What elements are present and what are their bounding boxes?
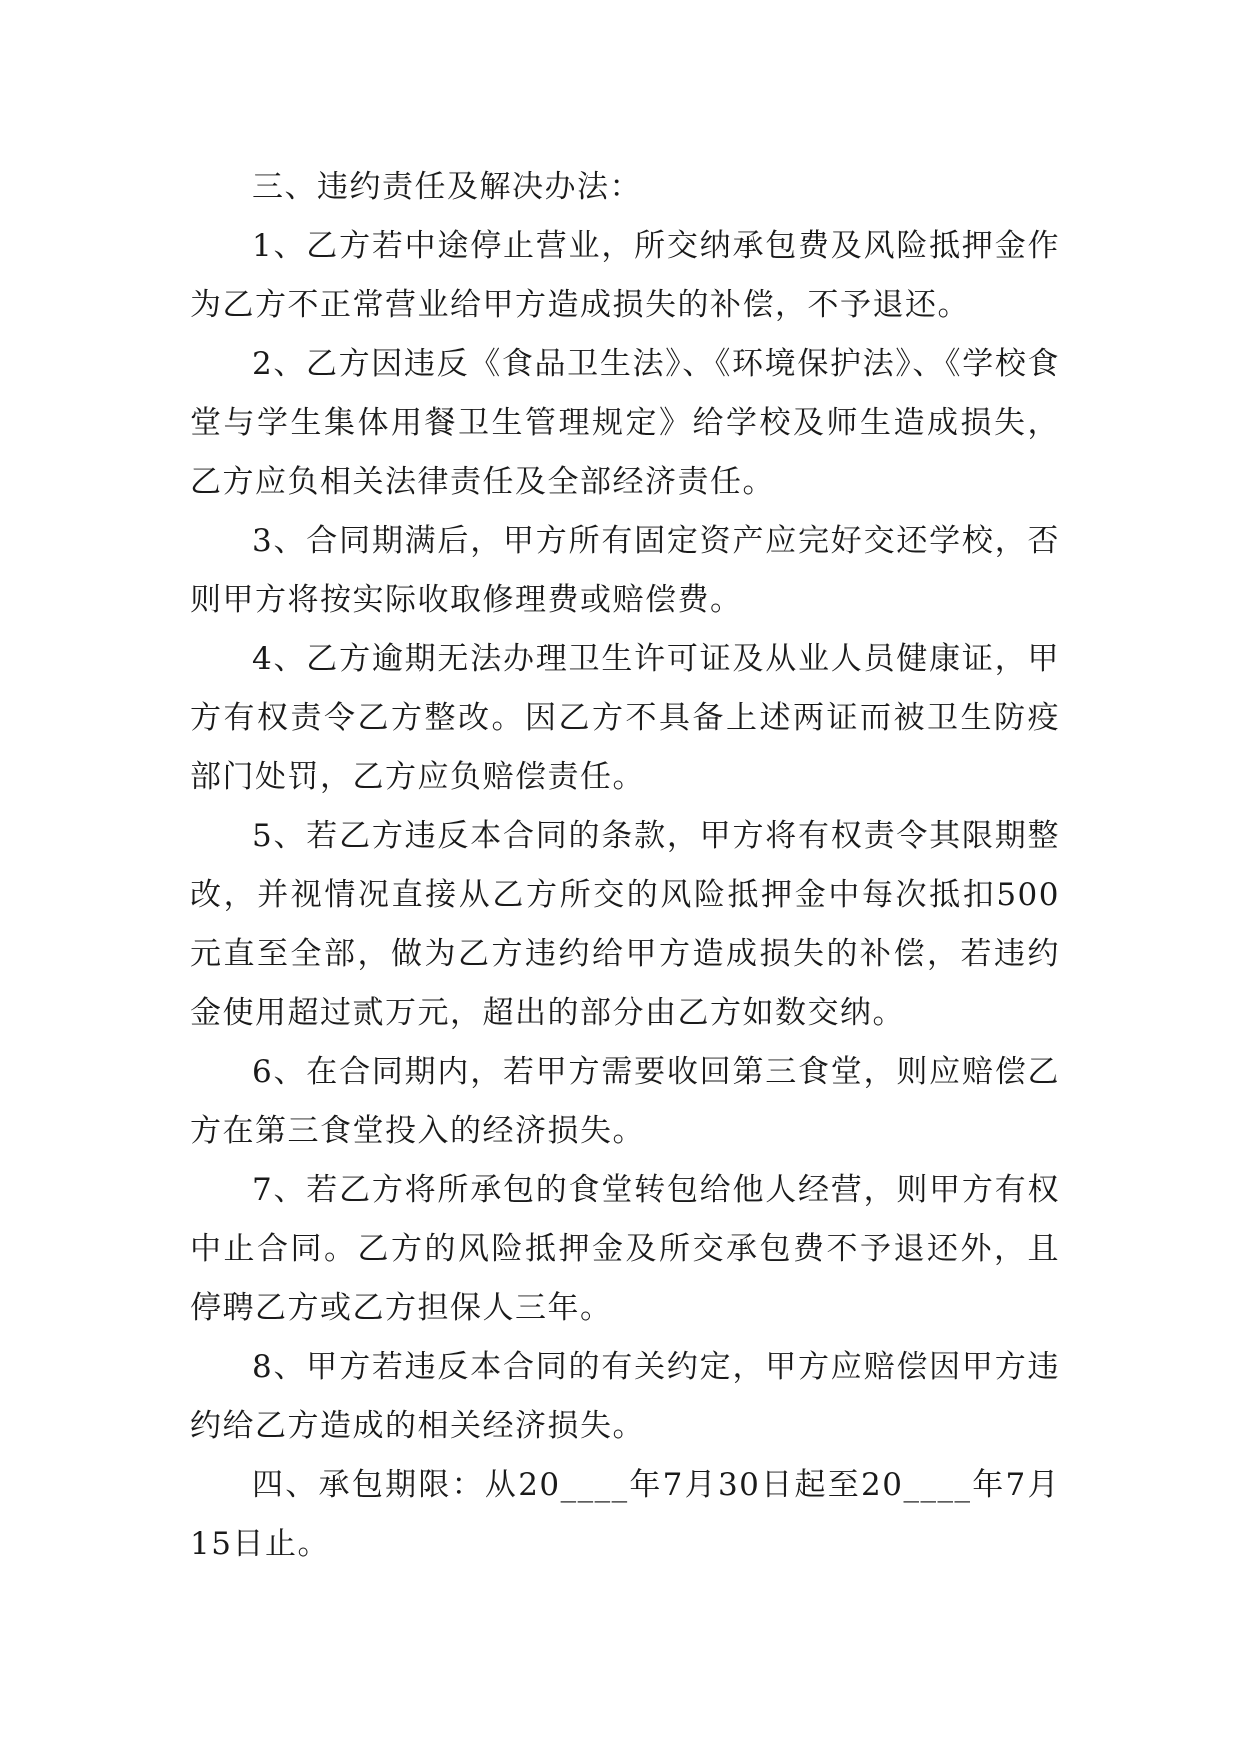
clause-6: 6、在合同期内，若甲方需要收回第三食堂，则应赔偿乙方在第三食堂投入的经济损失。	[190, 1054, 1060, 1149]
clause-1: 1、乙方若中途停止营业，所交纳承包费及风险抵押金作为乙方不正常营业给甲方造成损失的补偿，不予退还。	[190, 228, 1060, 323]
clause-8: 8、甲方若违反本合同的有关约定，甲方应赔偿因甲方违约给乙方造成的相关经济损失。	[190, 1349, 1060, 1444]
section-heading-term: 四、承包期限：从20____年7月30日起至20____年7月15日止。	[190, 1467, 1060, 1562]
document-body	[190, 158, 1060, 1574]
clause-2: 2、乙方因违反《食品卫生法》、《环境保护法》、《学校食堂与学生集体用餐卫生管理规定》给学校及师生造成损失，乙方应负相关法律责任及全部经济责任。	[190, 346, 1060, 500]
section-heading-breach: 三、违约责任及解决办法：	[252, 169, 642, 205]
clause-7: 7、若乙方将所承包的食堂转包给他人经营，则甲方有权中止合同。乙方的风险抵押金及所交承包费不予退还外，且停聘乙方或乙方担保人三年。	[190, 1172, 1060, 1326]
clause-3: 3、合同期满后，甲方所有固定资产应完好交还学校，否则甲方将按实际收取修理费或赔偿费。	[190, 523, 1060, 618]
clause-5: 5、若乙方违反本合同的条款，甲方将有权责令其限期整改，并视情况直接从乙方所交的风险抵押金中每次抵扣500元直至全部，做为乙方违约给甲方造成损失的补偿，若违约金使用超过贰万元，超出的部分由乙方如数交纳。	[190, 818, 1060, 1031]
clause-4: 4、乙方逾期无法办理卫生许可证及从业人员健康证，甲方有权责令乙方整改。因乙方不具备上述两证而被卫生防疫部门处罚，乙方应负赔偿责任。	[190, 641, 1060, 795]
